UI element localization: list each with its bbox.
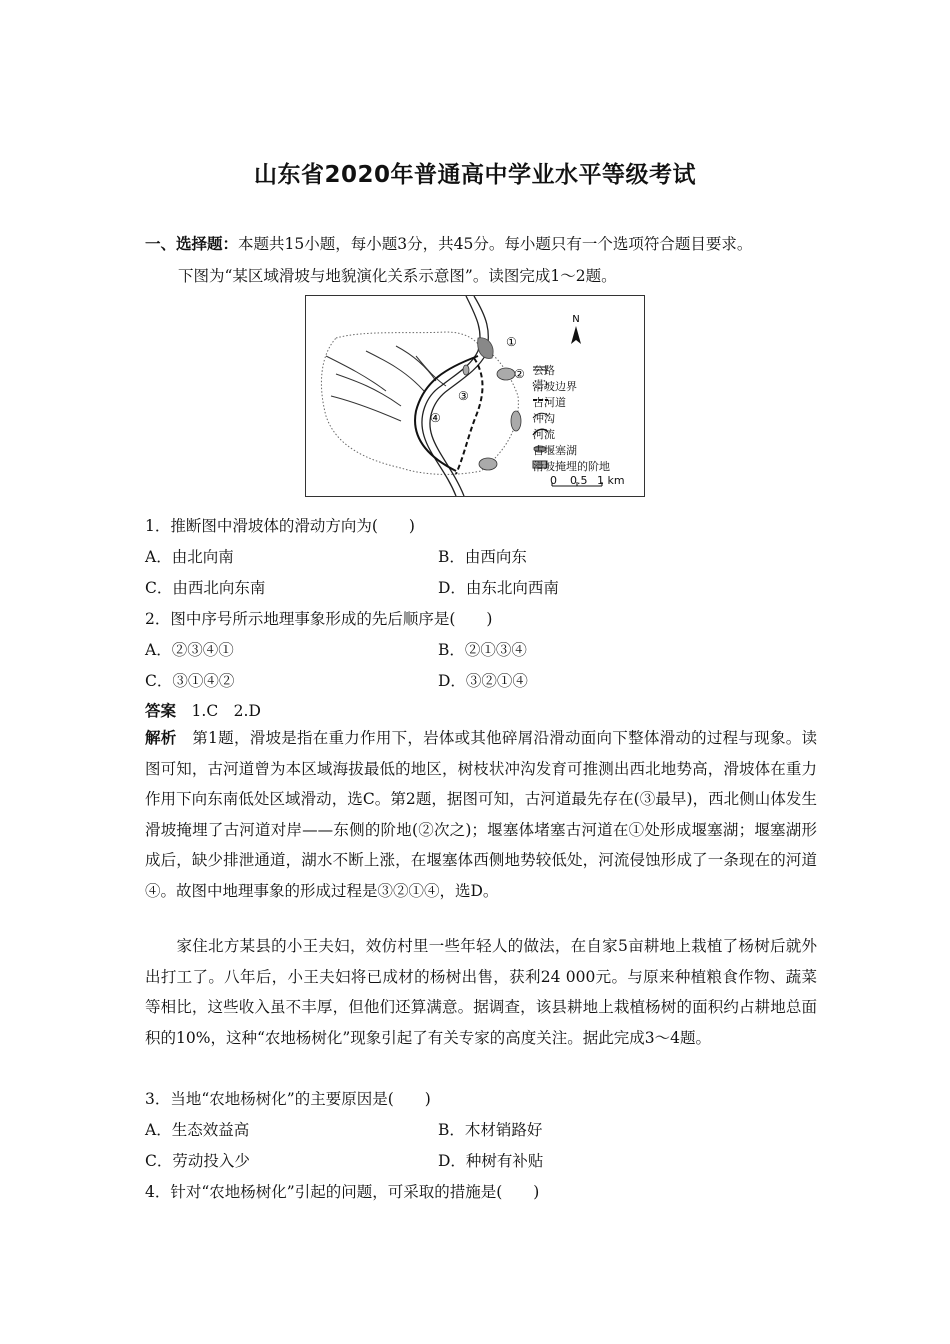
- answer-text: 1.C 2.D: [191, 702, 261, 720]
- legend-road: 公路: [533, 364, 555, 377]
- q3-option-c: C．劳动投入少: [145, 1152, 250, 1170]
- q1-option-d: D．由东北向西南: [438, 579, 559, 597]
- q2-option-c: C．③①④②: [145, 672, 235, 690]
- north-arrow: [571, 326, 581, 344]
- q3-stem: 3．当地“农地杨树化”的主要原因是( ): [145, 1090, 431, 1108]
- terrace-2: [511, 411, 521, 431]
- scale-half: 0.5: [570, 474, 588, 487]
- legend-river: 河流: [533, 428, 555, 441]
- q3-option-d: D．种树有补贴: [438, 1152, 544, 1170]
- terrace-1: [497, 368, 515, 380]
- terrace-3: [479, 458, 497, 470]
- page-title: 山东省2020年普通高中学业水平等级考试: [253, 162, 696, 188]
- section-label: 一、选择题：: [145, 235, 239, 253]
- ancient-river: [456, 358, 483, 474]
- answer-line: [145, 699, 261, 721]
- q1-option-c: C．由西北向东南: [145, 579, 266, 597]
- q2-stem: 2．图中序号所示地理事象形成的先后顺序是( ): [145, 610, 493, 628]
- q3-option-a: A．生态效益高: [145, 1121, 250, 1139]
- intro-map-question: 下图为“某区域滑坡与地貌演化关系示意图”。读图完成1～2题。: [178, 267, 617, 285]
- river-line: [422, 296, 480, 496]
- section-heading: [145, 232, 752, 254]
- terrace-4: [463, 365, 469, 375]
- marker-1: ①: [506, 335, 517, 349]
- q2-option-a: A．②③④①: [145, 641, 234, 659]
- section-text: 本题共15小题，每小题3分，共45分。每小题只有一个选项符合题目要求。: [238, 235, 753, 253]
- q3-option-b: B．木材销路好: [438, 1121, 543, 1139]
- intro-poplar-passage: 家住北方某县的小王夫妇，效仿村里一些年轻人的做法，在自家5亩耕地上栽植了杨树后就外出打工了。八年后，小王夫妇将已成材的杨树出售，获利24 000元。与原来种植粮食作物、蔬菜等相比，这些收入虽不丰厚，但他们还算满意。据调查，该县耕地上栽植杨树的面积约占耕地总面积的10%，这种“农地杨树化”现象引起了有关专家的高度关注。据此完成3～4题。: [145, 937, 817, 1047]
- dammed-lake: [478, 338, 493, 359]
- marker-3: ③: [458, 389, 469, 403]
- legend-dammed-lake: 古堰塞湖: [533, 444, 577, 457]
- analysis-text: 第1题，滑坡是指在重力作用下，岩体或其他碎屑沿滑动面向下整体滑动的过程与现象。读图可知，古河道曾为本区域海拔最低的地区，树枝状冲沟发育可推测出西北地势高，滑坡体在重力作用下向东南低处区域滑动，选C。第2题，据图可知，古河道最先存在(③最早)，西北侧山体发生滑坡掩埋了古河道对岸——东侧的阶地(②次之)；堰塞体堵塞古河道在①处形成堰塞湖；堰塞湖形成后，缺少排泄通道，湖水不断上涨，在堰塞体西侧地势较低处，河流侵蚀形成了一条现在的河道④。故图中地理事象的形成过程是③②①④，选D。: [145, 729, 817, 900]
- marker-2: ②: [514, 367, 525, 381]
- legend-landslide-boundary: 滑坡边界: [533, 380, 577, 393]
- q2-option-d: D．③②①④: [438, 672, 528, 690]
- q1-stem: 1．推断图中滑坡体的滑动方向为( ): [145, 517, 415, 535]
- q4-stem: 4．针对“农地杨树化”引起的问题，可采取的措施是( ): [145, 1183, 540, 1201]
- q1-option-b: B．由西向东: [438, 548, 527, 566]
- gully-lines: [326, 346, 446, 421]
- q2-option-b: B．②①③④: [438, 641, 527, 659]
- analysis-label: 解析: [145, 729, 177, 747]
- q1-option-a: A．由北向南: [145, 548, 234, 566]
- analysis-paragraph: [145, 723, 817, 906]
- answer-label: 答案: [145, 702, 177, 720]
- north-label: N: [572, 314, 580, 325]
- scale-1km: 1 km: [597, 474, 625, 487]
- legend-ancient-river: 古河道: [533, 396, 566, 409]
- marker-4: ④: [430, 411, 441, 425]
- legend-gully: 冲沟: [533, 412, 555, 425]
- scale-0: 0: [550, 474, 557, 487]
- legend-buried-terrace: 滑坡掩埋的阶地: [533, 460, 610, 473]
